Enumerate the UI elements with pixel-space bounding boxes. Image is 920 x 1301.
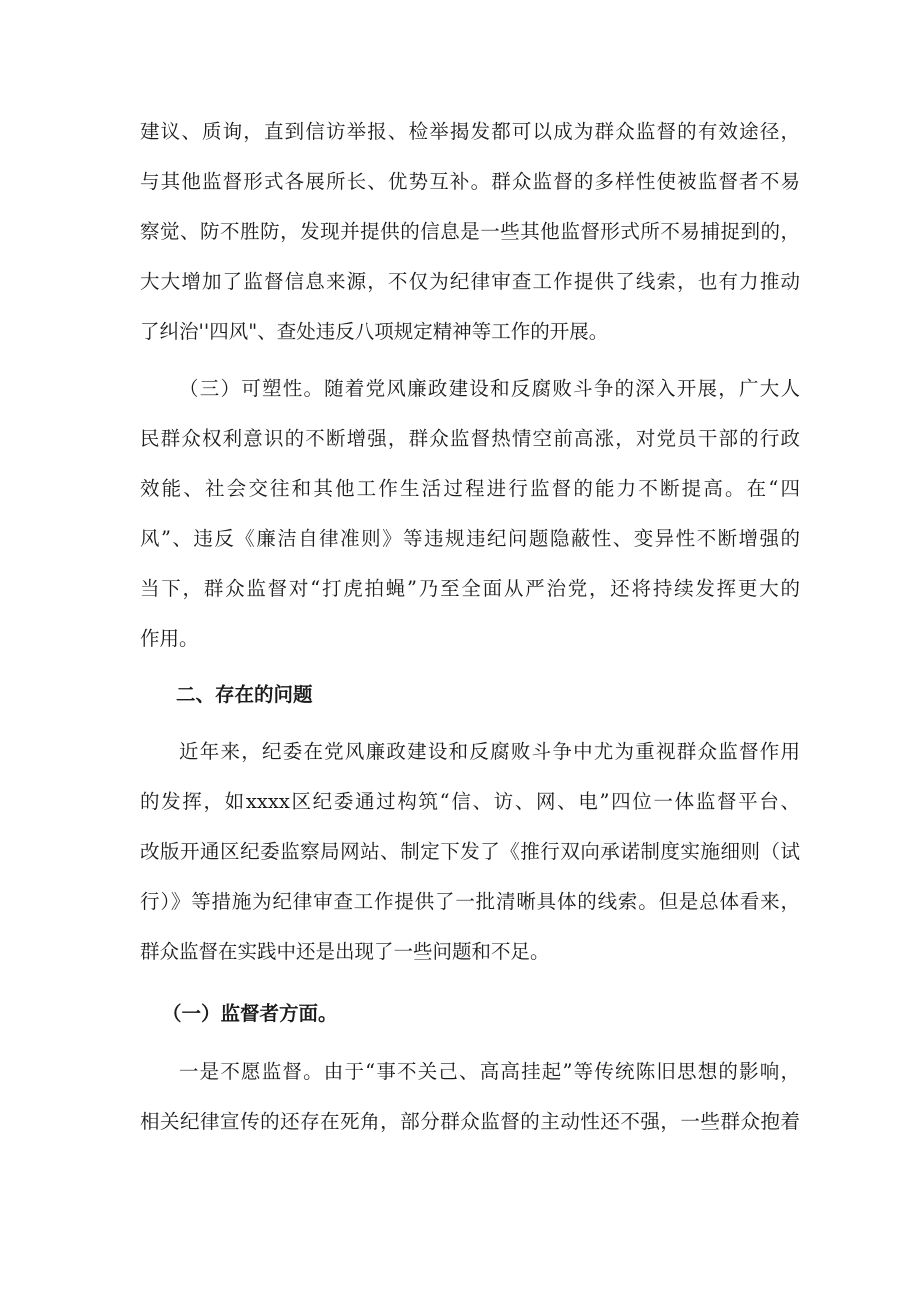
paragraph-line: 的发挥，如xxxx区纪委通过构筑“信、访、网、电”四位一体监督平台、 bbox=[140, 790, 800, 813]
paragraph-line: 一是不愿监督。由于“事不关己、高高挂起”等传统陈旧思想的影响， bbox=[179, 1060, 800, 1083]
paragraph-line: 大大增加了监督信息来源，不仅为纪律审查工作提供了线索，也有力推动 bbox=[140, 270, 800, 293]
paragraph-line: 风”、违反《廉洁自律准则》等违规违纪问题隐蔽性、变异性不断增强的 bbox=[140, 527, 800, 550]
paragraph-line: 改版开通区纪委监察局网站、制定下发了《推行双向承诺制度实施细则（试 bbox=[140, 840, 800, 863]
paragraph-line: 察觉、防不胜防，发现并提供的信息是一些其他监督形式所不易捕捉到的， bbox=[140, 220, 800, 243]
paragraph-line: 了纠治''四风"、查处违反八项规定精神等工作的开展。 bbox=[140, 320, 609, 343]
paragraph-line: 民群众权利意识的不断增强，群众监督热情空前高涨，对党员干部的行政 bbox=[140, 427, 800, 450]
subsection-heading: （一）监督者方面。 bbox=[162, 1002, 338, 1025]
paragraph-line: 相关纪律宣传的还存在死角，部分群众监督的主动性还不强，一些群众抱着 bbox=[140, 1110, 800, 1133]
paragraph-line: 行）》等措施为纪律审查工作提供了一批清晰具体的线索。但是总体看来， bbox=[140, 890, 800, 913]
paragraph-line: （三）可塑性。随着党风廉政建设和反腐败斗争的深入开展，广大人 bbox=[179, 377, 800, 400]
paragraph-line: 作用。 bbox=[140, 627, 199, 650]
paragraph-line: 群众监督在实践中还是出现了一些问题和不足。 bbox=[140, 940, 550, 963]
paragraph-line: 近年来，纪委在党风廉政建设和反腐败斗争中尤为重视群众监督作用 bbox=[179, 740, 800, 763]
paragraph-line: 与其他监督形式各展所长、优势互补。群众监督的多样性使被监督者不易 bbox=[140, 170, 800, 193]
paragraph-line: 建议、质询，直到信访举报、检举揭发都可以成为群众监督的有效途径， bbox=[140, 120, 800, 143]
section-heading: 二、存在的问题 bbox=[176, 683, 313, 706]
paragraph-line: 效能、社会交往和其他工作生活过程进行监督的能力不断提高。在“四 bbox=[140, 477, 800, 500]
paragraph-line: 当下，群众监督对“打虎拍蝇”乃至全面从严治党，还将持续发挥更大的 bbox=[140, 577, 800, 600]
